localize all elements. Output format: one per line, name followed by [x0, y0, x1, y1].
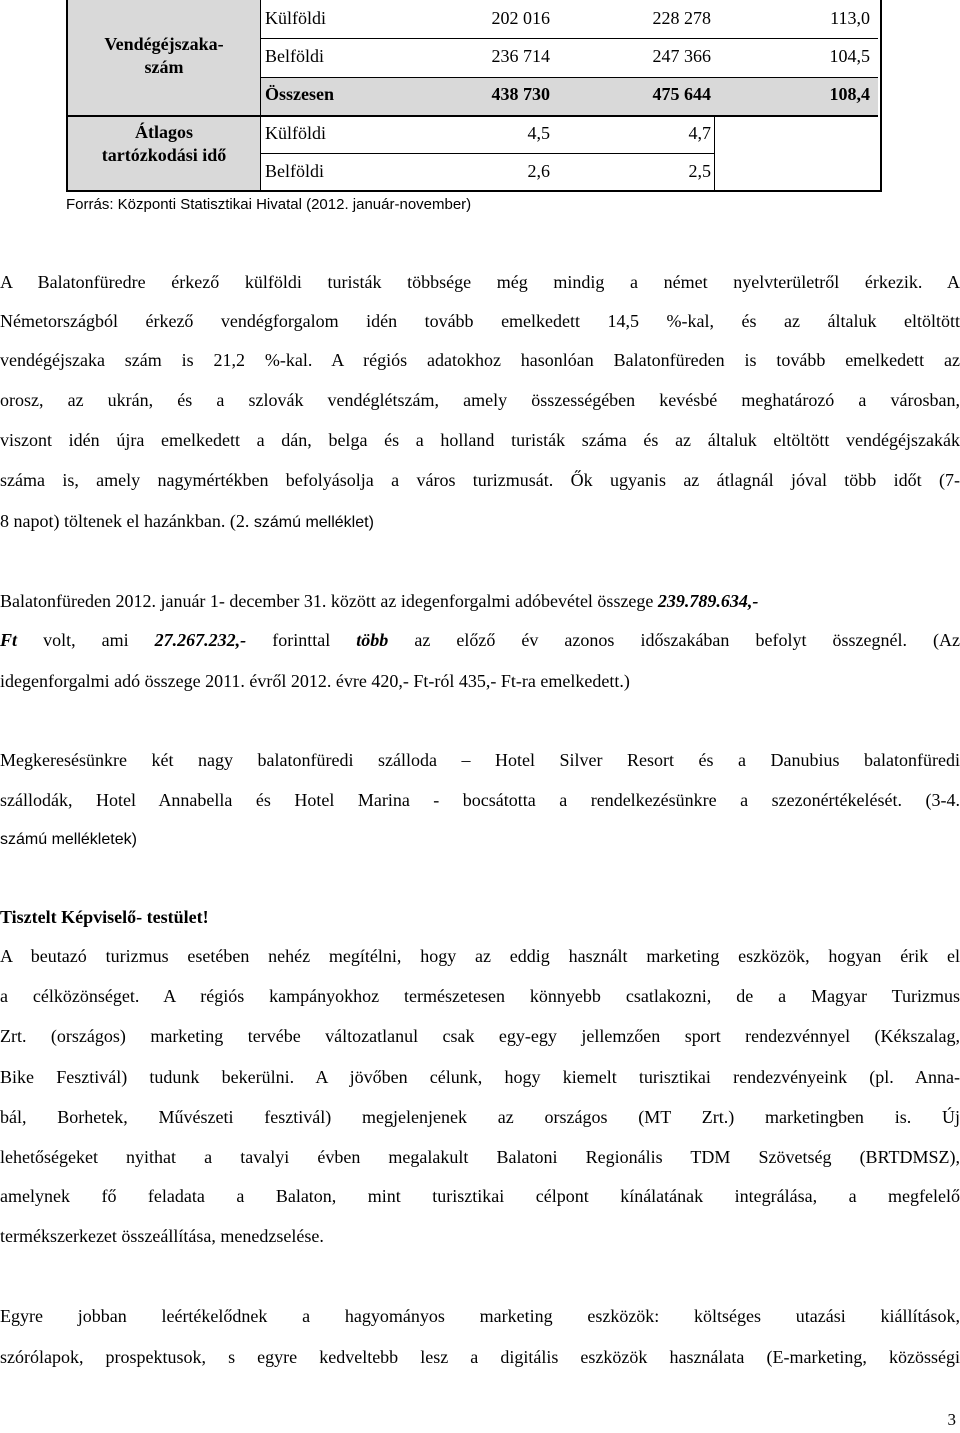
cell-value: 475 644 — [652, 84, 711, 104]
text-line: Bike Fesztivál) tudunk bekerülni. A jövőben célunk, hogy kiemelt turisztikai rendezvényeink (pl. Anna- — [0, 1067, 960, 1087]
text-line: Ft volt, ami 27.267.232,- forinttal több az előző év azonos időszakában befolyt összegnél. (Az — [0, 630, 960, 650]
text-line: Zrt. (országos) marketing tervébe változatlanul csak egy-egy jellemzően sport rendezvénnyel (Kékszalag, — [0, 1026, 960, 1046]
group-header-nights: Vendégéjszaka- szám — [104, 34, 224, 77]
text-line: lehetőségeket nyithat a tavalyi évben megalakult Balatoni Regionális TDM Szövetség (BRTDMSZ), — [0, 1147, 960, 1167]
group-header-stay: Átlagos tartózkodási idő — [101, 122, 227, 165]
cell-value: 228 278 — [652, 8, 711, 28]
text-line: szállodák, Hotel Annabella és Hotel Marina - bocsátotta a rendelkezésünkre a szezonértékelését. (3-4. — [0, 790, 960, 810]
text-line: száma is, amely nagymértékben befolyásolja a város turizmusát. Ők ugyanis az átlagnál jóval több időt (7- — [0, 470, 960, 490]
row-divider — [260, 153, 714, 154]
cell-value: 438 730 — [491, 84, 550, 104]
text-line: termékszerkezet összeállítása, menedzselése. — [0, 1226, 324, 1246]
text-line: bál, Borhetek, Művészeti fesztivál) megjelenjenek az országos (MT Zrt.) marketingben is. Új — [0, 1107, 960, 1127]
row-label: Külföldi — [265, 123, 326, 143]
cell-value: 104,5 — [829, 46, 870, 66]
row-label: Összesen — [265, 84, 334, 104]
column-divider — [714, 117, 715, 190]
column-divider — [260, 0, 261, 190]
row-divider — [260, 38, 878, 39]
text-line: vendégéjszaka szám is 21,2 %-kal. A régiós adatokhoz hasonlóan Balatonfüreden is tovább emelkedett az — [0, 350, 960, 370]
text-line: szórólapok, prospektusok, s egyre kedveltebb lesz a digitális eszközök használata (E-marketing, közösségi — [0, 1347, 960, 1367]
cell-value: 113,0 — [830, 8, 870, 28]
text-line: 8 napot) töltenek el hazánkban. (2. számú melléklet) — [0, 511, 374, 531]
cell-value: 4,5 — [527, 123, 550, 143]
statistics-table — [66, 0, 880, 192]
text-line: Németországból érkező vendégforgalom idén tovább emelkedett 14,5 %-kal, és az általuk eltöltött — [0, 311, 960, 331]
text-line: A beutazó turizmus esetében nehéz megítélni, hogy az eddig használt marketing eszközök, hogyan érik el — [0, 946, 960, 966]
section-heading: Tisztelt Képviselő- testület! — [0, 907, 209, 927]
table-source-note: Forrás: Központi Statisztikai Hivatal (2012. január-november) — [66, 196, 472, 213]
cell-value: 2,6 — [527, 161, 550, 181]
cell-value: 247 366 — [652, 46, 711, 66]
row-divider — [260, 77, 878, 78]
cell-value: 202 016 — [491, 8, 550, 28]
cell-value: 236 714 — [491, 46, 550, 66]
row-label: Belföldi — [265, 46, 324, 66]
cell-value: 4,7 — [688, 123, 711, 143]
page-number: 3 — [947, 1410, 956, 1429]
text-line: viszont idén újra emelkedett a dán, belga és a holland turisták száma és az általuk eltöltött vendégéjszakák — [0, 430, 960, 450]
cell-value: 2,5 — [688, 161, 711, 181]
text-line: a célközönséget. A régiós kampányokhoz természetesen könnyebb csatlakozni, de a Magyar Turizmus — [0, 986, 960, 1006]
text-line: számú mellékletek) — [0, 831, 137, 848]
text-line: amelynek fő feladata a Balaton, mint turisztikai célpont kínálatának integrálása, a megfelelő — [0, 1186, 960, 1206]
text-line: Balatonfüreden 2012. január 1- december 31. között az idegenforgalmi adóbevétel összege 239.789.634,- — [0, 591, 759, 611]
text-line: Megkeresésünkre két nagy balatonfüredi szálloda – Hotel Silver Resort és a Danubius balatonfüredi — [0, 750, 960, 770]
cell-value: 108,4 — [829, 84, 870, 104]
text-line: Egyre jobban leértékelődnek a hagyományos marketing eszközök: költséges utazási kiállítások, — [0, 1306, 960, 1326]
group-divider — [68, 115, 878, 117]
row-label: Belföldi — [265, 161, 324, 181]
text-line: A Balatonfüredre érkező külföldi turisták többsége még mindig a német nyelvterületről érkezik. A — [0, 272, 960, 292]
row-label: Külföldi — [265, 8, 326, 28]
text-line: orosz, az ukrán, és a szlovák vendéglétszám, amely összességében kevésbé meghatározó a városban, — [0, 390, 960, 410]
text-line: idegenforgalmi adó összege 2011. évről 2012. évre 420,- Ft-ról 435,- Ft-ra emelkedett.) — [0, 671, 630, 691]
